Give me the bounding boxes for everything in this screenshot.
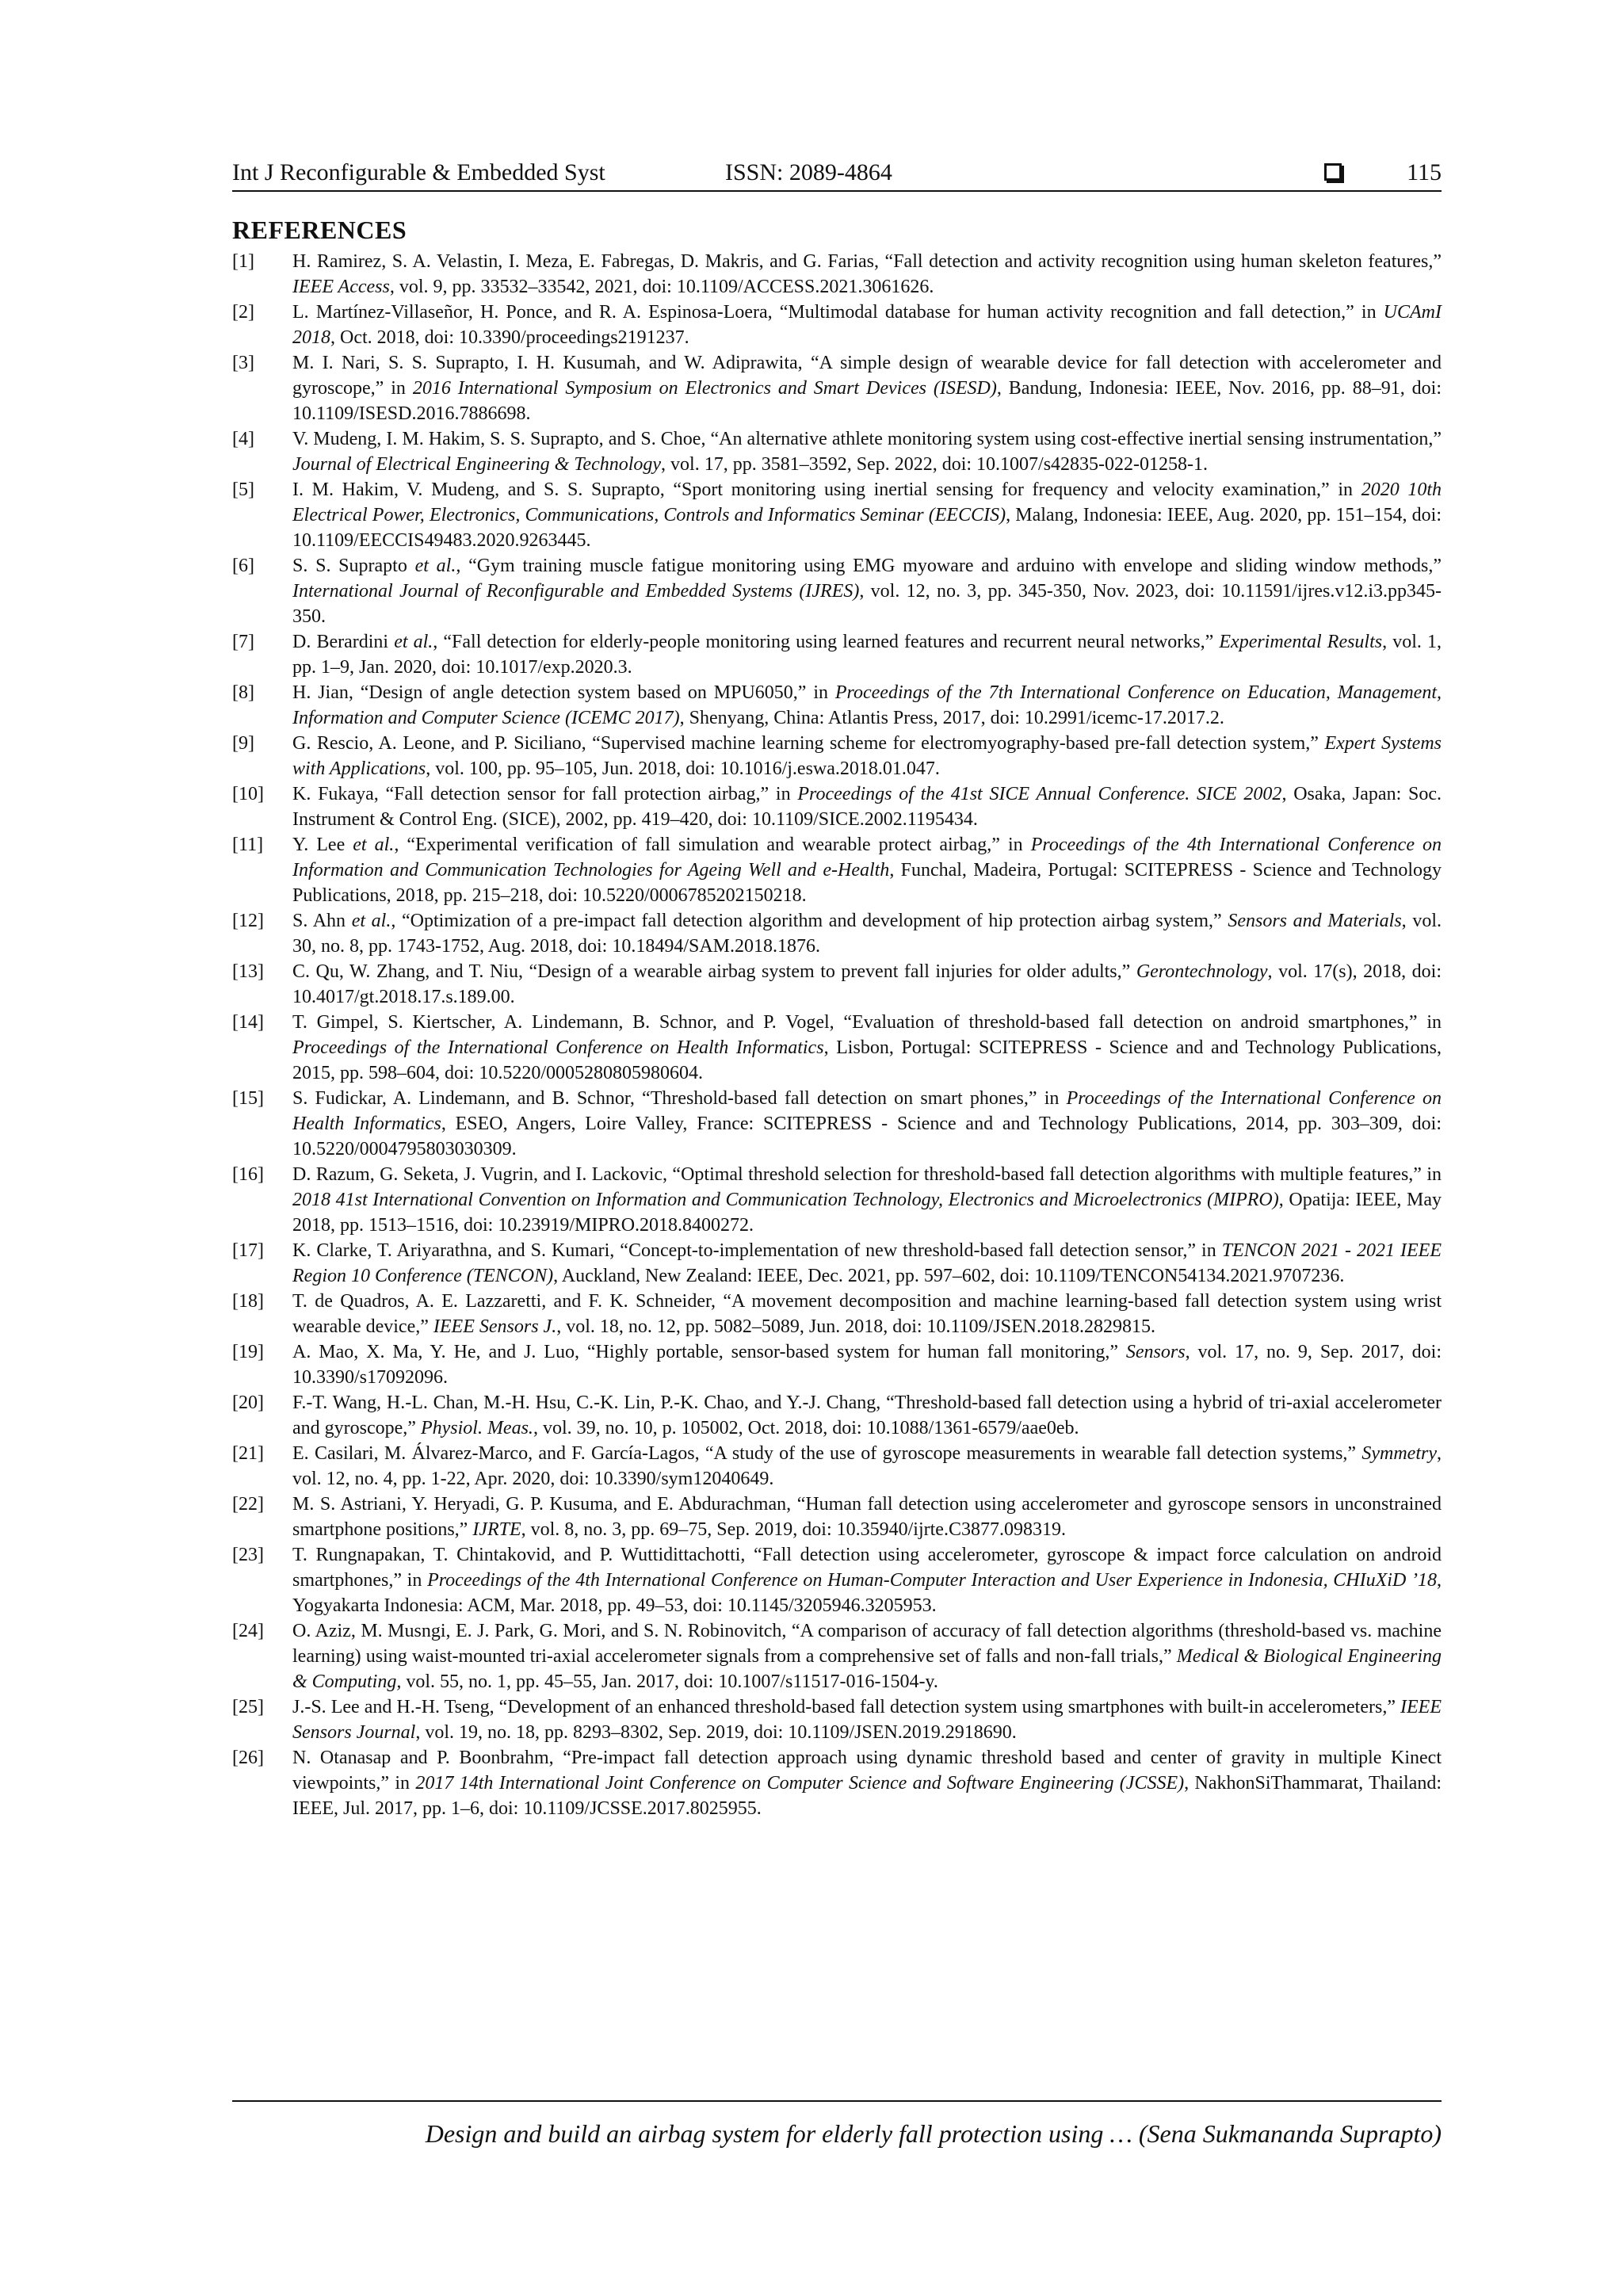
reference-segment: G. Rescio, A. Leone, and P. Siciliano, “Supervised machine learning scheme for electromyography-based pre-fall detection system,” xyxy=(292,733,1325,754)
reference-segment: , ESEO, Angers, Loire Valley, France: SCITEPRESS - Science and and Technology Publications, 2014, pp. 303–309, doi: 10.5220/0004795803030309. xyxy=(292,1114,1442,1159)
reference-segment: , vol. 17, pp. 3581–3592, Sep. 2022, doi: 10.1007/s42835-022-01258-1. xyxy=(661,454,1209,475)
reference-item xyxy=(232,1162,1442,1238)
reference-segment: , vol. 18, no. 12, pp. 5082–5089, Jun. 2018, doi: 10.1109/JSEN.2018.2829815. xyxy=(556,1316,1155,1337)
reference-text xyxy=(292,1694,1442,1745)
reference-number: [16] xyxy=(232,1164,264,1185)
reference-item xyxy=(232,1441,1442,1492)
reference-italic-segment: Proceedings of the 7th International Conference on Education, Management, Information and Computer Science (ICEMC 2017) xyxy=(292,682,1442,728)
reference-item xyxy=(232,1694,1442,1745)
reference-text xyxy=(292,426,1442,477)
reference-item xyxy=(232,1010,1442,1086)
reference-number: [4] xyxy=(232,429,254,449)
reference-number: [11] xyxy=(232,835,264,855)
reference-text xyxy=(292,680,1442,731)
reference-segment: S. Ahn xyxy=(292,911,352,931)
reference-italic-segment: Symmetry xyxy=(1361,1443,1437,1464)
reference-number: [15] xyxy=(232,1088,264,1109)
reference-item xyxy=(232,959,1442,1010)
reference-number: [1] xyxy=(232,251,254,272)
reference-number: [3] xyxy=(232,353,254,373)
reference-segment: , vol. 30, no. 8, pp. 1743-1752, Aug. 2018, doi: 10.18494/SAM.2018.1876. xyxy=(292,911,1442,957)
reference-segment: , Bandung, Indonesia: IEEE, Nov. 2016, pp. 88–91, doi: 10.1109/ISESD.2016.7886698. xyxy=(292,378,1442,424)
reference-text xyxy=(292,1010,1442,1086)
reference-number: [19] xyxy=(232,1342,264,1362)
reference-italic-segment: Proceedings of the International Conference on Health Informatics xyxy=(292,1088,1442,1134)
reference-item xyxy=(232,249,1442,300)
square-bullet-icon xyxy=(1324,163,1342,181)
reference-italic-segment: Medical & Biological Engineering & Computing, xyxy=(292,1646,1442,1692)
reference-italic-segment: Expert Systems with Applications xyxy=(292,733,1442,779)
reference-number: [17] xyxy=(232,1240,264,1261)
reference-segment: , “Experimental verification of fall simulation and wearable protect airbag,” in xyxy=(394,835,1031,855)
reference-segment: S. S. Suprapto xyxy=(292,556,415,576)
reference-segment: N. Otanasap and P. Boonbrahm, “Pre-impact fall detection approach using dynamic threshold based and center of gravity in multiple Kinect viewpoints,” in xyxy=(292,1748,1442,1794)
reference-segment: , Lisbon, Portugal: SCITEPRESS - Science and and Technology Publications, 2015, pp. 598–604, doi: 10.5220/0005280805980604. xyxy=(292,1037,1442,1083)
running-header xyxy=(232,155,1442,192)
reference-text xyxy=(292,1390,1442,1441)
reference-segment: T. Rungnapakan, T. Chintakovid, and P. Wuttidittachotti, “Fall detection using accelerometer, gyroscope & impact force calculation on android smartphones,” in xyxy=(292,1545,1442,1591)
reference-segment: , NakhonSiThammarat, Thailand: IEEE, Jul. 2017, pp. 1–6, doi: 10.1109/JCSSE.2017.8025955. xyxy=(292,1773,1442,1819)
reference-italic-segment: Proceedings of the 41st SICE Annual Conference. SICE 2002 xyxy=(797,784,1282,804)
reference-item xyxy=(232,629,1442,680)
reference-text xyxy=(292,1339,1442,1390)
reference-segment: , Funchal, Madeira, Portugal: SCITEPRESS - Science and Technology Publications, 2018, pp. 215–218, doi: 10.5220/0006785202150218. xyxy=(292,860,1442,906)
reference-number: [14] xyxy=(232,1012,264,1033)
reference-segment: F.-T. Wang, H.-L. Chan, M.-H. Hsu, C.-K. Lin, P.-K. Chao, and Y.-J. Chang, “Threshold-based fall detection using a hybrid of tri-axial accelerometer and gyroscope,” xyxy=(292,1392,1442,1438)
reference-item xyxy=(232,1339,1442,1390)
reference-item xyxy=(232,908,1442,959)
reference-text xyxy=(292,1492,1442,1542)
reference-item xyxy=(232,1745,1442,1821)
reference-italic-segment: IJRTE xyxy=(472,1519,521,1540)
reference-segment: M. S. Astriani, Y. Heryadi, G. P. Kusuma, and E. Abdurachman, “Human fall detection using accelerometer and gyroscope sensors in unconstrained smartphone positions,” xyxy=(292,1494,1442,1540)
reference-text xyxy=(292,1441,1442,1492)
reference-number: [21] xyxy=(232,1443,264,1464)
reference-text xyxy=(292,1745,1442,1821)
reference-number: [7] xyxy=(232,632,254,652)
reference-segment: K. Clarke, T. Ariyarathna, and S. Kumari, “Concept-to-implementation of new threshold-based fall detection sensor,” in xyxy=(292,1240,1222,1261)
reference-segment: J.-S. Lee and H.-H. Tseng, “Development of an enhanced threshold-based fall detection system using smartphones with built-in accelerometers,” xyxy=(292,1697,1401,1717)
reference-segment: D. Berardini xyxy=(292,632,395,652)
issn-label: ISSN: 2089-4864 xyxy=(725,159,892,185)
reference-segment: A. Mao, X. Ma, Y. He, and J. Luo, “Highly portable, sensor-based system for human fall monitoring,” xyxy=(292,1342,1126,1362)
reference-item xyxy=(232,477,1442,553)
reference-list xyxy=(232,249,1442,1821)
reference-number: [12] xyxy=(232,911,264,931)
reference-segment: T. Gimpel, S. Kiertscher, A. Lindemann, B. Schnor, and P. Vogel, “Evaluation of threshold-based fall detection on android smartphones,” in xyxy=(292,1012,1442,1033)
reference-text xyxy=(292,350,1442,426)
reference-segment: , vol. 39, no. 10, p. 105002, Oct. 2018, doi: 10.1088/1361-6579/aae0eb. xyxy=(533,1418,1079,1438)
reference-item xyxy=(232,1390,1442,1441)
reference-text xyxy=(292,300,1442,350)
footer-text: Design and build an airbag system for elderly fall protection using … (Sena Sukmananda Suprapto) xyxy=(425,2119,1442,2148)
reference-item xyxy=(232,1542,1442,1618)
reference-segment: , Shenyang, China: Atlantis Press, 2017, doi: 10.2991/icemc-17.2017.2. xyxy=(679,708,1224,728)
reference-segment: V. Mudeng, I. M. Hakim, S. S. Suprapto, and S. Choe, “An alternative athlete monitoring system using cost-effective inertial sensing instrumentation,” xyxy=(292,429,1442,449)
reference-italic-segment: IEEE Access xyxy=(292,277,390,297)
reference-text xyxy=(292,477,1442,553)
reference-segment: K. Fukaya, “Fall detection sensor for fall protection airbag,” in xyxy=(292,784,798,804)
reference-item xyxy=(232,553,1442,629)
reference-italic-segment: IEEE Sensors J. xyxy=(433,1316,557,1337)
reference-text xyxy=(292,249,1442,300)
reference-text xyxy=(292,908,1442,959)
reference-segment: vol. 55, no. 1, pp. 45–55, Jan. 2017, doi: 10.1007/s11517-016-1504-y. xyxy=(401,1671,938,1692)
reference-segment: C. Qu, W. Zhang, and T. Niu, “Design of a wearable airbag system to prevent fall injuries for older adults,” xyxy=(292,961,1136,982)
journal-name: Int J Reconfigurable & Embedded Syst xyxy=(232,159,605,185)
reference-segment: , vol. 12, no. 3, pp. 345-350, Nov. 2023, doi: 10.11591/ijres.v12.i3.pp345-350. xyxy=(292,581,1442,627)
reference-italic-segment: IEEE Sensors Journal xyxy=(292,1697,1442,1743)
reference-italic-segment: et al. xyxy=(414,556,456,576)
reference-number: [6] xyxy=(232,556,254,576)
reference-number: [22] xyxy=(232,1494,264,1515)
page-number: 115 xyxy=(1407,159,1442,185)
reference-segment: , vol. 17, no. 9, Sep. 2017, doi: 10.3390/s17092096. xyxy=(292,1342,1442,1388)
reference-item xyxy=(232,1492,1442,1542)
reference-italic-segment: Proceedings of the 4th International Conference on Information and Communication Technologies for Ageing Well and e-Health xyxy=(292,835,1442,881)
reference-segment: H. Ramirez, S. A. Velastin, I. Meza, E. Fabregas, D. Makris, and G. Farias, “Fall detection and activity recognition using human skeleton features,” xyxy=(292,251,1442,272)
reference-text xyxy=(292,959,1442,1010)
reference-item xyxy=(232,731,1442,781)
reference-item xyxy=(232,350,1442,426)
reference-segment: L. Martínez-Villaseñor, H. Ponce, and R. A. Espinosa-Loera, “Multimodal database for human activity recognition and fall detection,” in xyxy=(292,302,1384,323)
running-footer xyxy=(232,2100,1442,2149)
reference-segment: , “Gym training muscle fatigue monitoring using EMG myoware and arduino with envelope and sliding window methods,” xyxy=(456,556,1442,576)
reference-segment: H. Jian, “Design of angle detection system based on MPU6050,” in xyxy=(292,682,835,703)
reference-text xyxy=(292,553,1442,629)
reference-number: [8] xyxy=(232,682,254,703)
reference-item xyxy=(232,1238,1442,1289)
reference-segment: , “Optimization of a pre-impact fall detection algorithm and development of hip protection airbag system,” xyxy=(391,911,1228,931)
reference-segment: E. Casilari, M. Álvarez-Marco, and F. García-Lagos, “A study of the use of gyroscope measurements in wearable fall detection systems,” xyxy=(292,1443,1362,1464)
reference-segment: , Yogyakarta Indonesia: ACM, Mar. 2018, pp. 49–53, doi: 10.1145/3205946.3205953. xyxy=(292,1570,1442,1616)
reference-text xyxy=(292,781,1442,832)
reference-segment: D. Razum, G. Seketa, J. Vugrin, and I. Lackovic, “Optimal threshold selection for threshold-based fall detection algorithms with multiple features,” in xyxy=(292,1164,1442,1185)
reference-italic-segment: 2017 14th International Joint Conference on Computer Science and Software Engineering (JCSSE) xyxy=(415,1773,1185,1794)
reference-segment: O. Aziz, M. Musngi, E. J. Park, G. Mori, and S. N. Robinovitch, “A comparison of accuracy of fall detection algorithms (threshold-based vs. machine learning) using waist-mounted tri-axial accelerometer signals from a comprehensive set of falls and non-fall trials,” xyxy=(292,1621,1442,1667)
reference-segment: , vol. 100, pp. 95–105, Jun. 2018, doi: 10.1016/j.eswa.2018.01.047. xyxy=(426,758,940,779)
reference-item xyxy=(232,426,1442,477)
reference-text xyxy=(292,832,1442,908)
section-title: REFERENCES xyxy=(232,216,407,244)
reference-segment: M. I. Nari, S. S. Suprapto, I. H. Kusumah, and W. Adiprawita, “A simple design of wearable device for fall detection with accelerometer and gyroscope,” in xyxy=(292,353,1442,399)
reference-italic-segment: UCAmI 2018 xyxy=(292,302,1442,348)
reference-segment: , “Fall detection for elderly-people monitoring using learned features and recurrent neural networks,” xyxy=(433,632,1220,652)
reference-segment: , Malang, Indonesia: IEEE, Aug. 2020, pp. 151–154, doi: 10.1109/EECCIS49483.2020.9263445. xyxy=(292,505,1442,551)
reference-italic-segment: Sensors and Materials xyxy=(1228,911,1402,931)
reference-item xyxy=(232,832,1442,908)
reference-segment: I. M. Hakim, V. Mudeng, and S. S. Suprapto, “Sport monitoring using inertial sensing for frequency and velocity examination,” in xyxy=(292,479,1361,500)
reference-italic-segment: International Journal of Reconfigurable and Embedded Systems (IJRES) xyxy=(292,581,860,602)
reference-number: [5] xyxy=(232,479,254,500)
reference-item xyxy=(232,680,1442,731)
reference-item xyxy=(232,781,1442,832)
reference-segment: , vol. 19, no. 18, pp. 8293–8302, Sep. 2019, doi: 10.1109/JSEN.2019.2918690. xyxy=(415,1722,1017,1743)
reference-italic-segment: Experimental Results xyxy=(1219,632,1383,652)
reference-italic-segment: et al. xyxy=(353,835,395,855)
reference-italic-segment: 2020 10th Electrical Power, Electronics, Communications, Controls and Informatics Seminar (EECCIS) xyxy=(292,479,1442,525)
reference-number: [13] xyxy=(232,961,264,982)
reference-text xyxy=(292,1162,1442,1238)
reference-number: [10] xyxy=(232,784,264,804)
reference-text xyxy=(292,1086,1442,1162)
reference-segment: T. de Quadros, A. E. Lazzaretti, and F. K. Schneider, “A movement decomposition and machine learning-based fall detection system using wrist wearable device,” xyxy=(292,1291,1442,1337)
reference-italic-segment: 2016 International Symposium on Electronics and Smart Devices (ISESD) xyxy=(412,378,997,399)
reference-segment: , vol. 12, no. 4, pp. 1-22, Apr. 2020, doi: 10.3390/sym12040649. xyxy=(292,1443,1442,1489)
reference-segment: , vol. 1, pp. 1–9, Jan. 2020, doi: 10.1017/exp.2020.3. xyxy=(292,632,1442,678)
reference-text xyxy=(292,1618,1442,1694)
reference-segment: , vol. 8, no. 3, pp. 69–75, Sep. 2019, doi: 10.35940/ijrte.C3877.098319. xyxy=(521,1519,1066,1540)
reference-number: [26] xyxy=(232,1748,264,1768)
reference-italic-segment: Proceedings of the International Conference on Health Informatics xyxy=(292,1037,824,1058)
reference-number: [20] xyxy=(232,1392,264,1413)
reference-number: [2] xyxy=(232,302,254,323)
reference-number: [18] xyxy=(232,1291,264,1312)
reference-segment: S. Fudickar, A. Lindemann, and B. Schnor, “Threshold-based fall detection on smart phones,” in xyxy=(292,1088,1067,1109)
reference-item xyxy=(232,1289,1442,1339)
reference-number: [25] xyxy=(232,1697,264,1717)
reference-text xyxy=(292,629,1442,680)
reference-italic-segment: TENCON 2021 - 2021 IEEE Region 10 Conference (TENCON) xyxy=(292,1240,1442,1286)
reference-segment: , vol. 9, pp. 33532–33542, 2021, doi: 10.1109/ACCESS.2021.3061626. xyxy=(389,277,934,297)
reference-segment: , vol. 17(s), 2018, doi: 10.4017/gt.2018.17.s.189.00. xyxy=(292,961,1442,1007)
reference-text xyxy=(292,1289,1442,1339)
reference-italic-segment: et al. xyxy=(394,632,433,652)
reference-italic-segment: et al. xyxy=(351,911,391,931)
reference-text xyxy=(292,1542,1442,1618)
reference-italic-segment: Journal of Electrical Engineering & Technology xyxy=(292,454,662,475)
reference-item xyxy=(232,1086,1442,1162)
reference-segment: Y. Lee xyxy=(292,835,353,855)
reference-segment: , Opatija: IEEE, May 2018, pp. 1513–1516, doi: 10.23919/MIPRO.2018.8400272. xyxy=(292,1190,1442,1236)
reference-item xyxy=(232,300,1442,350)
reference-italic-segment: Gerontechnology xyxy=(1136,961,1268,982)
reference-number: [24] xyxy=(232,1621,264,1641)
reference-italic-segment: Proceedings of the 4th International Conference on Human-Computer Interaction and User Experience in Indonesia, CHIuXiD ’18 xyxy=(427,1570,1437,1591)
reference-text xyxy=(292,731,1442,781)
reference-number: [23] xyxy=(232,1545,264,1565)
reference-segment: , Oct. 2018, doi: 10.3390/proceedings2191237. xyxy=(330,327,689,348)
reference-segment: , Osaka, Japan: Soc. Instrument & Control Eng. (SICE), 2002, pp. 419–420, doi: 10.1109/SICE.2002.1195434. xyxy=(292,784,1442,830)
reference-segment: , Auckland, New Zealand: IEEE, Dec. 2021, pp. 597–602, doi: 10.1109/TENCON54134.2021.9707236. xyxy=(553,1266,1345,1286)
reference-italic-segment: Sensors xyxy=(1125,1342,1186,1362)
reference-item xyxy=(232,1618,1442,1694)
reference-italic-segment: 2018 41st International Convention on Information and Communication Technology, Electronics and Microelectronics (MIPRO) xyxy=(292,1190,1279,1210)
reference-number: [9] xyxy=(232,733,254,754)
reference-text xyxy=(292,1238,1442,1289)
reference-italic-segment: Physiol. Meas. xyxy=(420,1418,533,1438)
